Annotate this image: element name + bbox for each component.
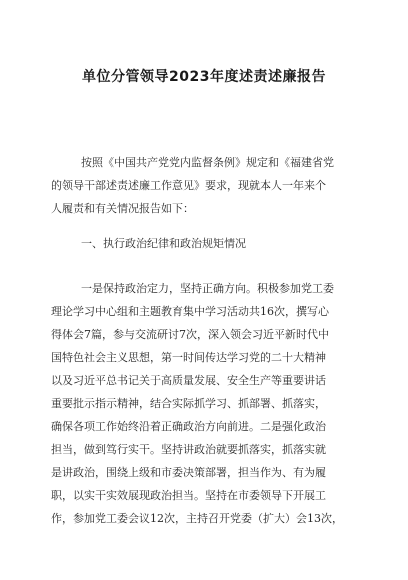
text-line: 理论学习中心组和主题教育集中学习活动共16次，撰写心 xyxy=(51,305,329,318)
text-line: 确保各项工作始终沿着正确政治方向前进。二是强化政治 xyxy=(51,420,326,433)
text-line: 按照《中国共产党党内监督条例》规定和《福建省党 xyxy=(81,156,334,169)
text-line: 国特色社会主义思想，第一时间传达学习党的二十大精神 xyxy=(51,351,326,364)
text-line: 得体会7篇，参与交流研讨7次，深入领会习近平新时代中 xyxy=(51,328,329,341)
text-line: 是讲政治，围绕上级和市委决策部署，担当作为、有为履 xyxy=(51,466,326,479)
text-line: 担当，做到笃行实干。坚持讲政治就要抓落实，抓落实就 xyxy=(51,443,326,456)
document-title: 单位分管领导2023年度述责述廉报告 xyxy=(82,69,326,85)
text-line: 重要批示指示精神，结合实际抓学习、抓部署、抓落实， xyxy=(51,397,326,410)
text-line: 人履责和有关情况报告如下： xyxy=(51,202,194,215)
text-line: 一是保持政治定力，坚持正确方向。积极参加党工委 xyxy=(81,282,334,295)
text-line: 作，参加党工委会议12次，主持召开党委（扩大）会13次， xyxy=(51,512,343,525)
text-line: 的领导干部述责述廉工作意见》要求，现就本人一年来个 xyxy=(51,179,326,192)
text-line: 职，以实干实效展现政治担当。坚持在市委领导下开展工 xyxy=(51,489,326,502)
section-heading-text: 一、执行政治纪律和政治规矩情况 xyxy=(81,237,246,250)
text-line: 以及习近平总书记关于高质量发展、安全生产等重要讲话 xyxy=(51,374,326,387)
